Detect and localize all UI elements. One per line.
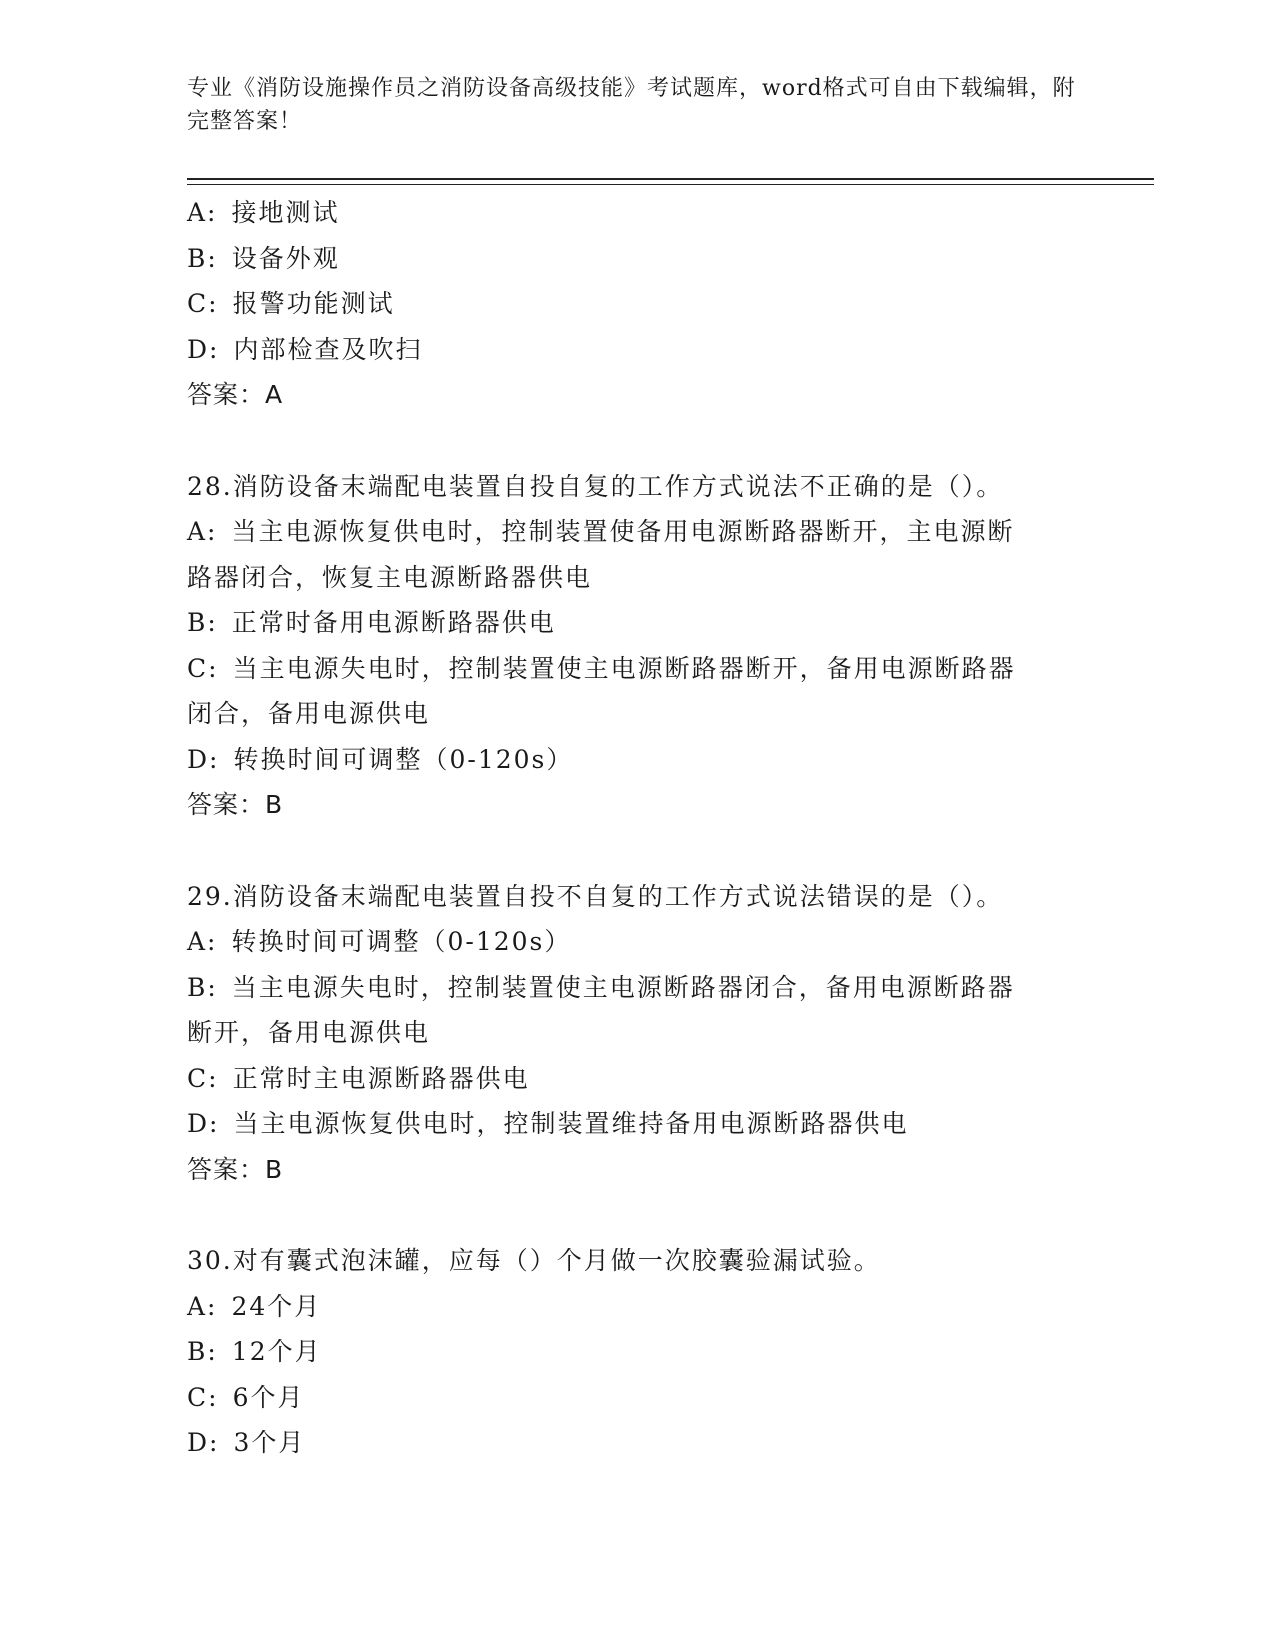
answer-line: 答案：A — [187, 380, 284, 409]
header-divider — [187, 178, 1154, 185]
option-a: A: 24个月 — [187, 1291, 322, 1321]
question-stem: 30.对有囊式泡沫罐，应每（）个月做一次胶囊验漏试验。 — [187, 1246, 881, 1275]
option-c: C: 当主电源失电时，控制装置使主电源断路器断开，备用电源断路器 闭合，备用电源供电 — [187, 646, 1087, 737]
answer-line: 答案：B — [187, 790, 284, 819]
option-d: D: 转换时间可调整（0-120s） — [187, 744, 574, 774]
option-c: C: 报警功能测试 — [187, 289, 395, 318]
question-block-29 — [187, 874, 1087, 1193]
option-b: B: 设备外观 — [187, 243, 340, 273]
question-block-27 — [187, 190, 1087, 418]
option-c-continued: 闭合，备用电源供电 — [187, 699, 431, 728]
option-a: A: 转换时间可调整（0-120s） — [187, 927, 572, 956]
option-b-continued: 断开，备用电源供电 — [187, 1018, 431, 1047]
option-d: D: 内部检查及吹扫 — [187, 334, 423, 364]
question-stem: 29.消防设备末端配电装置自投不自复的工作方式说法错误的是（）。 — [187, 881, 1004, 911]
option-d: D: 当主电源恢复供电时，控制装置维持备用电源断路器供电 — [187, 1109, 909, 1138]
option-b: B: 正常时备用电源断路器供电 — [187, 608, 556, 637]
option-b: B: 当主电源失电时，控制装置使主电源断路器闭合，备用电源断路器 断开，备用电源供电 — [187, 965, 1087, 1056]
question-block-28 — [187, 464, 1087, 828]
option-a-continued: 路器闭合，恢复主电源断路器供电 — [187, 562, 593, 592]
question-stem: 28.消防设备末端配电装置自投自复的工作方式说法不正确的是（）。 — [187, 471, 1004, 501]
option-c: C: 6个月 — [187, 1382, 305, 1412]
header-text: 专业《消防设施操作员之消防设备高级技能》考试题库，word格式可自由下载编辑，附完整答案！ — [187, 76, 1076, 134]
question-block-30 — [187, 1238, 1087, 1466]
option-c: C: 正常时主电源断路器供电 — [187, 1063, 530, 1093]
option-a: A: 接地测试 — [187, 198, 340, 227]
document-body — [187, 190, 1087, 1466]
option-a: A: 当主电源恢复供电时，控制装置使备用电源断路器断开，主电源断 路器闭合，恢复主电源断路器供电 — [187, 509, 1087, 600]
option-d: D: 3个月 — [187, 1428, 306, 1457]
answer-line: 答案：B — [187, 1154, 284, 1184]
option-b: B: 12个月 — [187, 1337, 322, 1366]
document-header — [187, 72, 1087, 138]
